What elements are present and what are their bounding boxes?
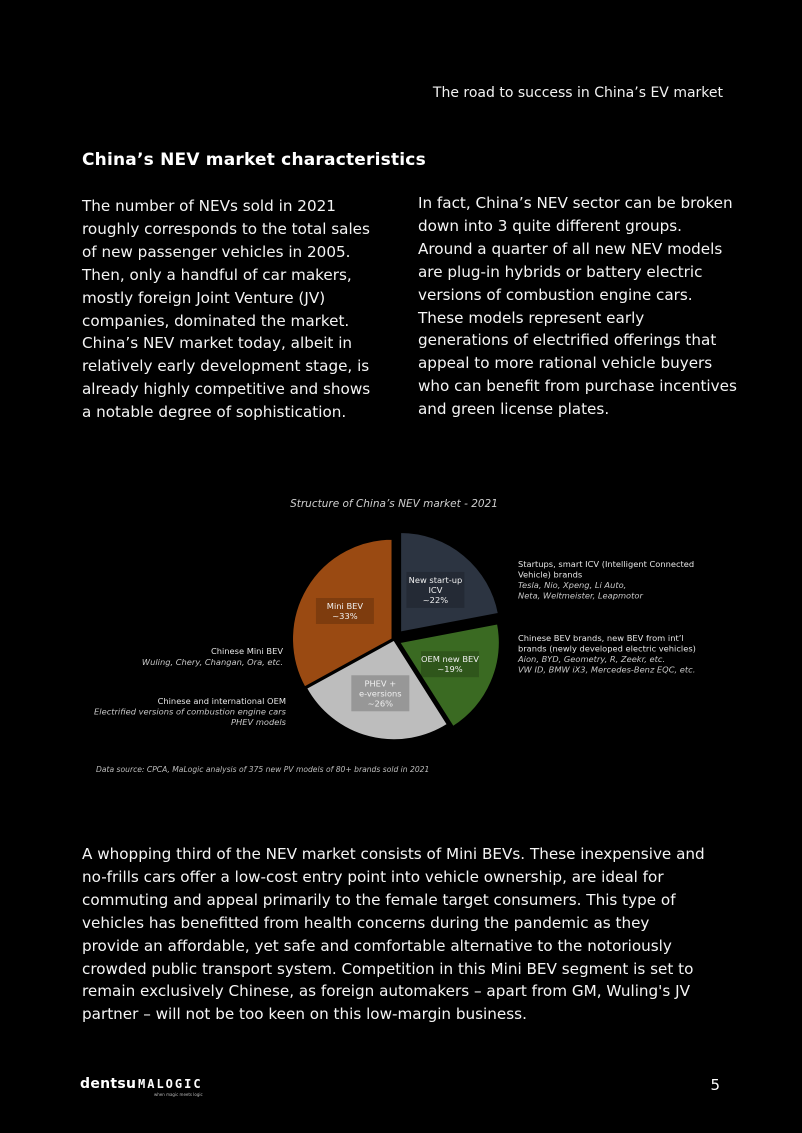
text-line: Then, only a handful of car makers, bbox=[82, 265, 352, 284]
annotation-line: Chinese BEV brands, new BEV from int’l bbox=[518, 633, 684, 643]
annotation-italic: Electrified versions of combustion engine cars bbox=[94, 706, 286, 717]
text-line: mostly foreign Joint Venture (JV) bbox=[82, 288, 326, 307]
text-line: These models represent early bbox=[418, 308, 645, 327]
annotation-chinese-bev bbox=[517, 633, 696, 675]
nev-market-chart bbox=[80, 490, 740, 790]
annotation-startups bbox=[518, 559, 694, 601]
text-line: remain exclusively Chinese, as foreign automakers – apart from GM, Wuling's JV bbox=[82, 982, 690, 1001]
text-line: already highly competitive and shows bbox=[82, 380, 371, 399]
text-line: In fact, China’s NEV sector can be broken bbox=[418, 194, 733, 212]
text-line: generations of electrified offerings that bbox=[418, 331, 717, 350]
slice-label-text: PHEV + bbox=[364, 678, 397, 689]
text-line: no-frills cars offer a low-cost entry point into vehicle ownership, are ideal for bbox=[82, 867, 664, 886]
text-line: commuting and appeal primarily to the female target consumers. This type of bbox=[82, 890, 676, 909]
text-line: vehicles has benefitted from health concerns during the pandemic as they bbox=[82, 913, 650, 932]
malogic-tagline: when magic meets logic bbox=[154, 1092, 203, 1097]
text-line: and green license plates. bbox=[418, 400, 610, 419]
text-line: crowded public transport system. Competition in this Mini BEV segment is set to bbox=[82, 959, 694, 978]
slice-label-text: ~22% bbox=[422, 594, 449, 605]
annotation-italic: Tesla, Nio, Xpeng, Li Auto, bbox=[518, 580, 627, 590]
pie-chart-svg bbox=[80, 490, 740, 790]
malogic-logo: MALOGIC bbox=[138, 1077, 203, 1091]
text-line: China’s NEV market today, albeit in bbox=[82, 334, 353, 353]
annotation-italic: VW ID, BMW iX3, Mercedes-Benz EQC, etc. bbox=[518, 664, 696, 675]
section-title: China’s NEV market characteristics bbox=[82, 150, 426, 170]
slice-label-text: OEM new BEV bbox=[420, 654, 479, 665]
text-line: partner – will not be too keen on this low-margin business. bbox=[82, 1005, 527, 1024]
text-line: who can benefit from purchase incentives bbox=[418, 377, 737, 396]
text-line: down into 3 quite different groups. bbox=[418, 216, 683, 235]
text-line: relatively early development stage, is bbox=[82, 357, 370, 376]
right-column-text bbox=[418, 192, 750, 421]
text-line: provide an affordable, yet safe and comfortable alternative to the notoriously bbox=[82, 936, 672, 955]
annotation-line: Vehicle) brands bbox=[518, 569, 583, 580]
bottom-paragraph bbox=[82, 843, 722, 1026]
chart-title: Structure of China’s NEV market - 2021 bbox=[290, 498, 498, 510]
header-title: The road to success in China’s EV market bbox=[432, 85, 723, 101]
text-line: of new passenger vehicles in 2005. bbox=[82, 242, 351, 261]
text-line: A whopping third of the NEV market consists of Mini BEVs. These inexpensive and bbox=[82, 845, 705, 863]
slice-label-text: e-versions bbox=[359, 688, 402, 699]
slice-label-text: ICV bbox=[428, 584, 443, 595]
text-line: companies, dominated the market. bbox=[82, 311, 350, 330]
annotation-italic: Neta, Weltmeister, Leapmotor bbox=[518, 590, 643, 601]
annotation-line: Chinese Mini BEV bbox=[210, 646, 283, 656]
slice-label-text: ~19% bbox=[437, 664, 463, 675]
annotation-oem bbox=[94, 696, 287, 727]
text-line: a notable degree of sophistication. bbox=[82, 403, 347, 422]
text-line: Around a quarter of all new NEV models bbox=[418, 239, 723, 258]
text-line: roughly corresponds to the total sales bbox=[82, 219, 370, 238]
text-line: The number of NEVs sold in 2021 bbox=[82, 197, 336, 215]
text-line: versions of combustion engine cars. bbox=[418, 285, 693, 304]
annotation-italic: Wuling, Chery, Changan, Ora, etc. bbox=[141, 657, 283, 667]
annotation-line: Chinese and international OEM bbox=[157, 696, 286, 706]
text-line: appeal to more rational vehicle buyers bbox=[418, 354, 713, 373]
page-number: 5 bbox=[710, 1076, 720, 1094]
slice-label-text: Mini BEV bbox=[326, 600, 364, 611]
dentsu-logo: dentsu bbox=[80, 1076, 137, 1092]
annotation-italic: Aion, BYD, Geometry, R, Zeekr, etc. bbox=[518, 654, 666, 664]
annotation-mini-bev bbox=[142, 646, 283, 667]
slice-label-text: ~26% bbox=[367, 698, 394, 709]
chart-source: Data source: CPCA, MaLogic analysis of 375 new PV models of 80+ brands sold in 2021 bbox=[96, 765, 430, 774]
footer-logos bbox=[80, 1076, 230, 1100]
slice-label-text: New start-up bbox=[408, 574, 463, 585]
text-line: are plug-in hybrids or battery electric bbox=[418, 262, 703, 281]
annotation-italic: PHEV models bbox=[231, 717, 286, 727]
annotation-line: Startups, smart ICV (Intelligent Connected bbox=[518, 559, 695, 569]
annotation-line: brands (newly developed electric vehicles) bbox=[518, 643, 696, 654]
left-column-text bbox=[82, 195, 387, 424]
slice-label-text: ~33% bbox=[332, 610, 358, 621]
